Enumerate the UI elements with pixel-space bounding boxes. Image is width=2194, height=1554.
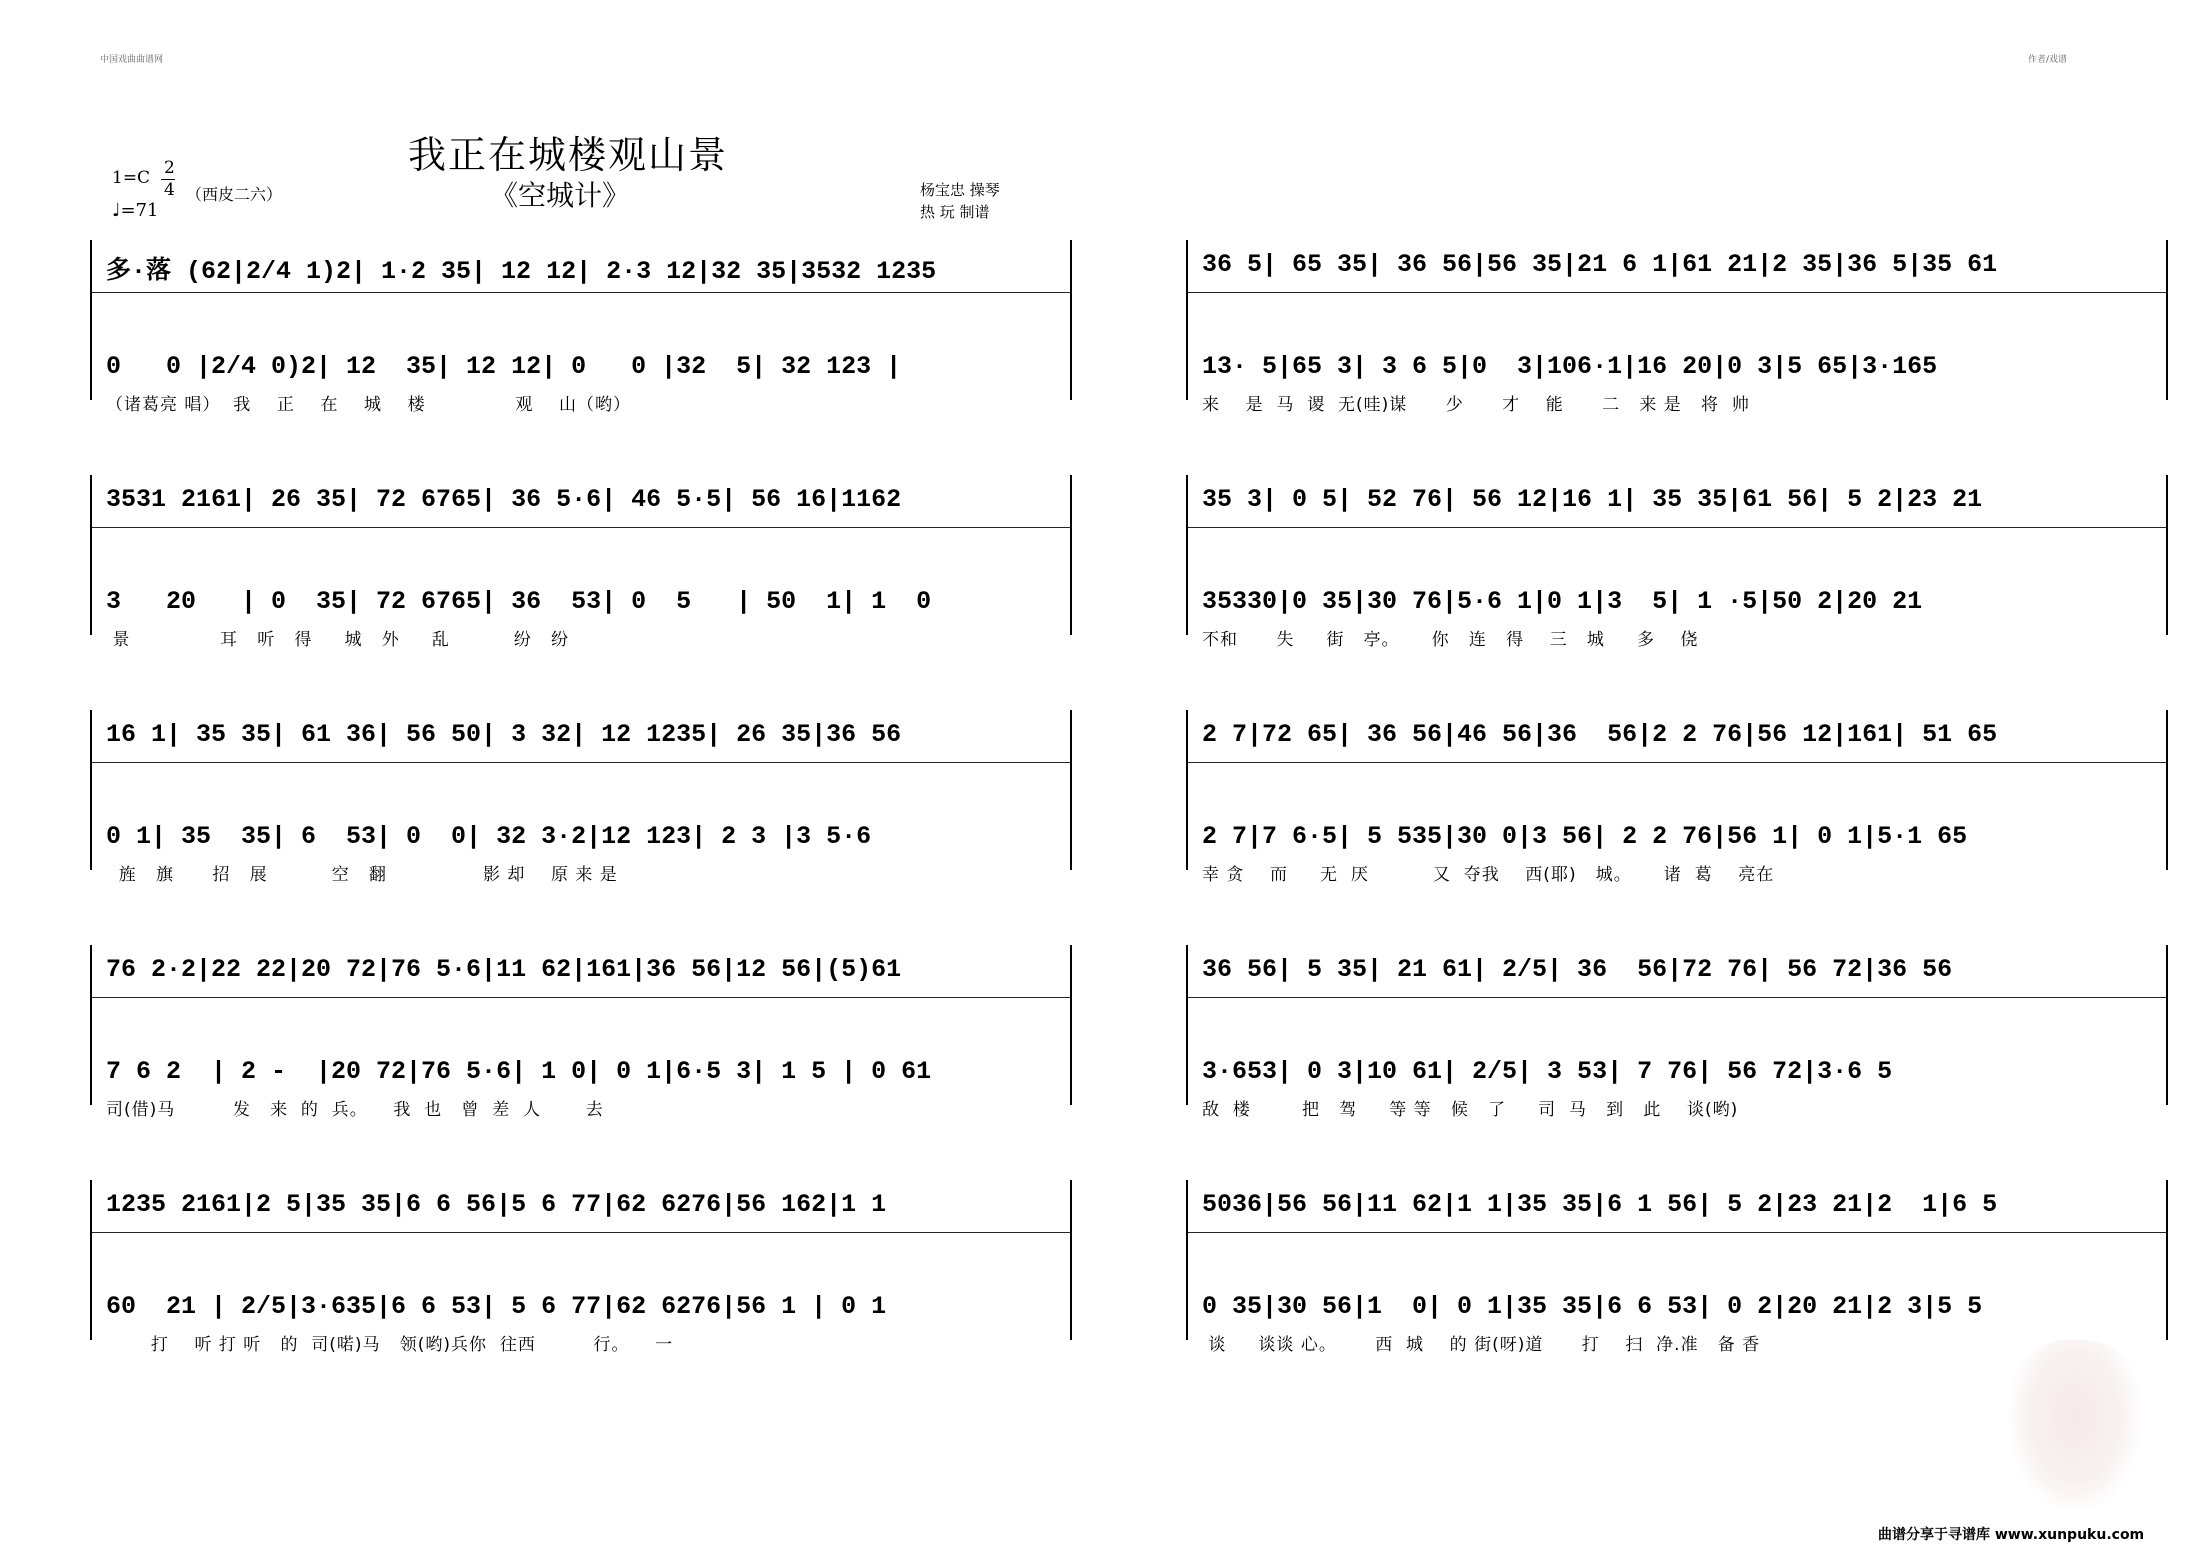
- jianpu-melody-lower: 3 20 | 0 35| 72 6765| 36 53| 0 5 | 50 1| 1 0: [106, 587, 932, 616]
- left-system-1: [90, 240, 1072, 415]
- key-signature: 1=C: [112, 168, 151, 188]
- jianpu-melody-upper: 76 2·2|22 22|20 72|76 5·6|11 62|161|36 56|12 56|(5)61: [106, 955, 902, 984]
- lyrics-line: 幸 贪 而 无 厌 又 夺我 西(耶) 城。 诸 葛 亮在: [1202, 865, 1775, 885]
- jianpu-melody-upper: 1235 2161|2 5|35 35|6 6 56|5 6 77|62 6276|56 162|1 1: [106, 1190, 887, 1219]
- jianpu-melody-upper: 35 3| 0 5| 52 76| 56 12|16 1| 35 35|61 56| 5 2|23 21: [1202, 485, 1983, 514]
- credit-line-2: 热 玩 制谱: [920, 203, 990, 221]
- lyrics-line: （诸葛亮 唱） 我 正 在 城 楼 观 山（哟）: [106, 395, 631, 415]
- credit-line-1: 杨宝忠 操琴: [920, 181, 1000, 199]
- time-signature-num: 2: [164, 158, 175, 178]
- jianpu-melody-lower: 0 0 |2/4 0)2| 12 35| 12 12| 0 0 |32 5| 32 123 |: [106, 352, 902, 381]
- site-label-right: 作者/戏谱: [2028, 55, 2068, 65]
- right-system-4: [1186, 945, 2168, 1120]
- jianpu-melody-lower: 7 6 2 | 2 - |20 72|76 5·6| 1 0| 0 1|6·5 3| 1 5 | 0 61: [106, 1057, 932, 1086]
- left-system-2: [90, 475, 1072, 650]
- footer-credit: 曲谱分享于寻谱库 www.xunpuku.com: [1878, 1527, 2145, 1543]
- jianpu-melody-lower: 3·653| 0 3|10 61| 2/5| 3 53| 7 76| 56 72|3·6 5: [1202, 1057, 1893, 1086]
- site-label-left: 中国戏曲曲谱网: [100, 55, 164, 65]
- lyrics-line: 来 是 马 谡 无(哇)谋 少 才 能 二 来 是 将 帅: [1202, 395, 1750, 415]
- jianpu-melody-lower: 0 35|30 56|1 0| 0 1|35 35|6 6 53| 0 2|20 21|2 3|5 5: [1202, 1292, 1983, 1321]
- jianpu-melody-upper: 2 7|72 65| 36 56|46 56|36 56|2 2 76|56 12|161| 51 65: [1202, 720, 1998, 749]
- jianpu-melody-upper: 5036|56 56|11 62|1 1|35 35|6 1 56| 5 2|23 21|2 1|6 5: [1202, 1190, 1998, 1219]
- jianpu-melody-upper: 36 5| 65 35| 36 56|56 35|21 6 1|61 21|2 35|36 5|35 61: [1202, 250, 1998, 279]
- left-system-3: [90, 710, 1072, 885]
- lyrics-line: 不和 失 街 亭。 你 连 得 三 城 多 侥: [1202, 630, 1699, 650]
- lyrics-line: 司(借)马 发 来 的 兵。 我 也 曾 差 人 去: [106, 1100, 604, 1120]
- lyrics-line: 旌 旗 招 展 空 翻 影 却 原 来 是: [106, 865, 618, 885]
- left-system-4: [90, 945, 1072, 1120]
- page-title: 我正在城楼观山景: [408, 133, 729, 177]
- lyrics-line: 打 听 打 听 的 司(喏)马 领(哟)兵你 往西 行。 一: [106, 1335, 674, 1355]
- jianpu-melody-lower: 35330|0 35|30 76|5·6 1|0 1|3 5| 1 ·5|50 2|20 21: [1202, 587, 1923, 616]
- lyrics-line: 景 耳 听 得 城 外 乱 纷 纷: [106, 630, 569, 650]
- jianpu-melody-upper: 3531 2161| 26 35| 72 6765| 36 5·6| 46 5·5| 56 16|1162: [106, 485, 902, 514]
- right-system-1: [1186, 240, 2168, 415]
- left-system-5: [90, 1180, 1072, 1355]
- jianpu-melody-lower: 0 1| 35 35| 6 53| 0 0| 32 3·2|12 123| 2 3 |3 5·6: [106, 822, 872, 851]
- jianpu-melody-lower: 60 21 | 2/5|3·635|6 6 53| 5 6 77|62 6276|56 1 | 0 1: [106, 1292, 887, 1321]
- right-system-2: [1186, 475, 2168, 650]
- time-signature-den: 4: [164, 180, 175, 200]
- right-system-5: [1186, 1180, 2168, 1355]
- opera-mask-watermark-icon: [2010, 1340, 2140, 1510]
- jianpu-melody-upper: 多·落 (62|2/4 1)2| 1·2 35| 12 12| 2·3 12|32 35|3532 1235: [106, 257, 937, 286]
- lyrics-line: 谈 谈谈 心。 西 城 的 街(呀)道 打 扫 净.准 备 香: [1202, 1335, 1761, 1355]
- jianpu-melody-upper: 16 1| 35 35| 61 36| 56 50| 3 32| 12 1235| 26 35|36 56: [106, 720, 902, 749]
- jianpu-melody-lower: 2 7|7 6·5| 5 535|30 0|3 56| 2 2 76|56 1| 0 1|5·1 65: [1202, 822, 1968, 851]
- mode-label: （西皮二六）: [186, 185, 283, 204]
- jianpu-melody-upper: 36 56| 5 35| 21 61| 2/5| 36 56|72 76| 56 72|36 56: [1202, 955, 1953, 984]
- lyrics-line: 敌 楼 把 驾 等 等 候 了 司 马 到 此 谈(哟): [1202, 1100, 1739, 1120]
- right-system-3: [1186, 710, 2168, 885]
- jianpu-melody-lower: 13· 5|65 3| 3 6 5|0 3|106·1|16 20|0 3|5 65|3·165: [1202, 352, 1938, 381]
- tempo-marking: ♩=71: [112, 200, 159, 221]
- opera-subtitle: 《空城计》: [490, 179, 631, 212]
